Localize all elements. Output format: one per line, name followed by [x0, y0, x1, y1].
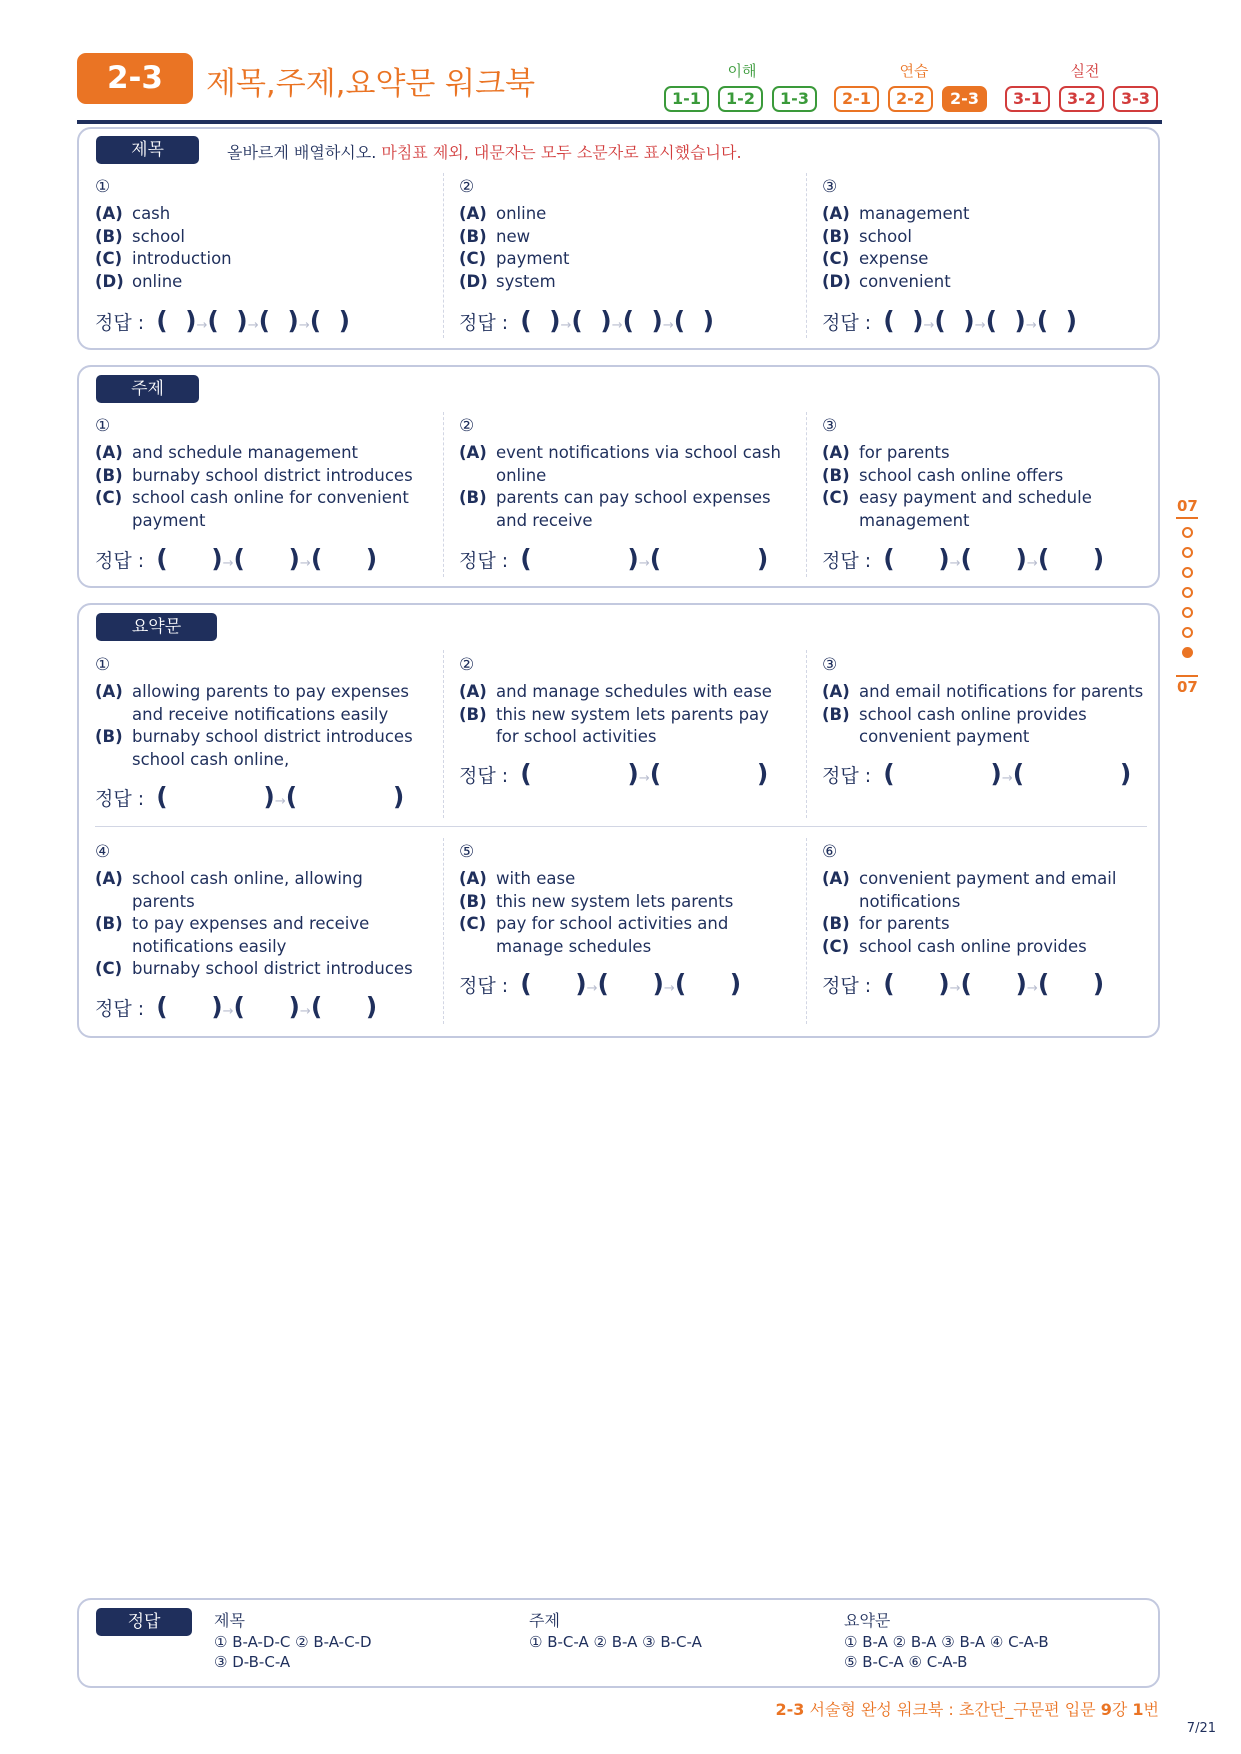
level-tab[interactable]: 3-2: [1059, 86, 1104, 112]
choice-text: school cash online provides: [859, 936, 1087, 956]
column-divider: [443, 173, 444, 338]
question-number: ③: [822, 416, 838, 436]
choice-text: management: [859, 204, 970, 223]
choice-key: (D): [822, 271, 851, 291]
progress-dots: [1182, 527, 1196, 667]
question-number: ④: [95, 842, 111, 862]
level-tab[interactable]: 2-2: [888, 86, 933, 112]
answer-key-heading: 제목: [214, 1611, 245, 1630]
answer-label: 정답 :: [459, 975, 509, 997]
choice-text: cash: [132, 204, 171, 223]
choice-key: (A): [95, 204, 123, 223]
answer-label: 정답 :: [822, 550, 872, 572]
question: [822, 842, 1152, 958]
question: [459, 177, 789, 293]
choice-key: (B): [822, 465, 850, 485]
side-chapter-top: 07: [1177, 497, 1198, 515]
column-divider: [806, 838, 807, 1024]
choice-key: (B): [95, 226, 123, 246]
header-rule: [77, 120, 1162, 124]
choice-text: pay for school activities and manage schedules: [496, 914, 729, 956]
choice-text: event notifications via school cash online: [496, 443, 781, 485]
column-divider: [806, 412, 807, 577]
choice-text: for parents: [859, 443, 950, 462]
choice-key: (C): [822, 936, 850, 956]
question: [95, 177, 425, 293]
side-line: [1176, 517, 1198, 519]
choice-text: school cash online, allowing parents: [132, 869, 363, 911]
answer-blanks[interactable]: 정답 : ( )→( )→( ): [822, 544, 1105, 573]
choice-key: (C): [95, 249, 123, 269]
progress-dot: [1182, 547, 1193, 558]
section-tag: 요약문: [96, 613, 217, 641]
answer-label: 정답 :: [95, 998, 145, 1020]
unit-badge: 2-3: [77, 53, 193, 104]
footer-text: 2-3 서술형 완성 워크북 : 초간단_구문편 입문 9강 1번: [775, 1700, 1159, 1719]
choice-key: (A): [95, 443, 123, 462]
choice-key: (B): [459, 226, 487, 246]
answer-blanks[interactable]: 정답 : ( )→( )→( ): [822, 969, 1105, 998]
level-tab[interactable]: 1-3: [772, 86, 817, 112]
question: [95, 655, 425, 771]
choice-text: convenient payment and email notifications: [859, 869, 1117, 911]
choice-text: to pay expenses and receive notifications easily: [132, 914, 370, 956]
answer-blanks[interactable]: 정답 : ( )→( )→( )→( ): [822, 306, 1078, 335]
choice-text: system: [496, 271, 556, 291]
choice-key: (B): [822, 704, 850, 724]
choice-key: (B): [95, 727, 123, 747]
choice-text: online: [132, 271, 183, 291]
choice-key: (A): [822, 204, 850, 223]
choice-key: (A): [95, 682, 123, 701]
choice-key: (C): [459, 914, 487, 934]
row-divider: [95, 826, 1147, 827]
choice-key: (A): [95, 869, 123, 888]
level-tab-active[interactable]: 2-3: [942, 86, 987, 112]
choice-key: (B): [822, 226, 850, 246]
answer-key-line: ① B-A-D-C ② B-A-C-D: [214, 1633, 372, 1651]
choice-text: easy payment and schedule management: [859, 488, 1092, 530]
question: [822, 177, 1152, 293]
choice-text: school cash online offers: [859, 465, 1064, 485]
question-number: ③: [822, 655, 838, 675]
progress-dot: [1182, 527, 1193, 538]
progress-dot: [1182, 627, 1193, 638]
progress-dot: [1182, 607, 1193, 618]
answer-label: 정답 :: [95, 550, 145, 572]
choice-text: this new system lets parents pay for school activities: [496, 704, 769, 747]
question-number: ②: [459, 655, 475, 675]
instruction-note: 마침표 제외, 대문자는 모두 소문자로 표시했습니다.: [381, 143, 742, 162]
choice-text: and schedule management: [132, 443, 359, 462]
level-tab[interactable]: 3-3: [1113, 86, 1158, 112]
choice-key: (B): [459, 891, 487, 911]
choice-key: (A): [459, 204, 487, 223]
choice-key: (A): [822, 869, 850, 888]
choice-text: for parents: [859, 914, 950, 934]
question: [95, 416, 425, 532]
choice-text: and email notifications for parents: [859, 682, 1144, 701]
choice-key: (B): [459, 704, 487, 724]
column-divider: [806, 650, 807, 818]
choice-key: (C): [95, 959, 123, 979]
answer-label: 정답 :: [459, 312, 509, 334]
question-number: ①: [95, 655, 111, 675]
choice-key: (A): [459, 869, 487, 888]
answer-key-line: ① B-C-A ② B-A ③ B-C-A: [529, 1633, 702, 1651]
answer-label: 정답 :: [95, 788, 145, 810]
level-tab[interactable]: 1-2: [718, 86, 763, 112]
question-number: ①: [95, 177, 111, 197]
answer-label: 정답 :: [459, 550, 509, 572]
choice-key: (D): [95, 271, 124, 291]
section-tag: 주제: [96, 375, 199, 403]
choice-text: convenient: [859, 271, 951, 291]
answer-key-tag: 정답: [96, 1608, 192, 1636]
answer-label: 정답 :: [459, 765, 509, 787]
column-divider: [806, 173, 807, 338]
choice-text: school: [859, 226, 912, 246]
choice-text: burnaby school district introduces: [132, 959, 413, 979]
level-tab[interactable]: 3-1: [1005, 86, 1050, 112]
answer-blanks[interactable]: 정답 : ( )→( )→( ): [459, 969, 742, 998]
answer-blanks[interactable]: 정답 : ( )→( ): [459, 759, 769, 788]
question-number: ②: [459, 416, 475, 436]
choice-text: school cash online for convenient payment: [132, 488, 409, 530]
page-title: 제목,주제,요약문 워크북: [206, 66, 536, 102]
choice-text: introduction: [132, 249, 232, 269]
answer-blanks[interactable]: 정답 : ( )→( )→( ): [95, 992, 378, 1021]
question: [459, 655, 789, 749]
choice-key: (C): [459, 249, 487, 269]
choice-text: parents can pay school expenses and receive: [496, 488, 771, 530]
question-number: ②: [459, 177, 475, 197]
question: [822, 655, 1152, 749]
side-line: [1176, 675, 1198, 677]
progress-dot: [1182, 567, 1193, 578]
column-divider: [443, 650, 444, 818]
instruction: [227, 140, 742, 163]
choice-text: payment: [496, 249, 570, 269]
choice-key: (D): [459, 271, 488, 291]
question-number: ③: [822, 177, 838, 197]
question: [95, 842, 425, 981]
level-group-label: 연습: [899, 62, 929, 80]
answer-blanks[interactable]: 정답 : ( )→( ): [95, 782, 405, 811]
answer-label: 정답 :: [95, 312, 145, 334]
progress-dot: [1182, 587, 1193, 598]
answer-blanks[interactable]: 정답 : ( )→( ): [822, 759, 1132, 788]
level-group-label: 실전: [1070, 62, 1100, 80]
choice-key: (A): [822, 682, 850, 701]
level-group-label: 이해: [727, 62, 757, 80]
question: [459, 842, 789, 958]
answer-key-line: ① B-A ② B-A ③ B-A ④ C-A-B: [844, 1633, 1049, 1651]
column-divider: [443, 838, 444, 1024]
answer-label: 정답 :: [822, 765, 872, 787]
column-divider: [443, 412, 444, 577]
question: [822, 416, 1152, 532]
answer-label: 정답 :: [822, 975, 872, 997]
answer-key-heading: 주제: [529, 1611, 560, 1630]
answer-key-line: ③ D-B-C-A: [214, 1653, 291, 1671]
choice-text: and manage schedules with ease: [496, 682, 772, 701]
answer-key-heading: 요약문: [844, 1611, 891, 1630]
answer-label: 정답 :: [822, 312, 872, 334]
choice-text: burnaby school district introduces school cash online,: [132, 727, 413, 769]
question: [459, 416, 789, 532]
answer-key-line: ⑤ B-C-A ⑥ C-A-B: [844, 1653, 968, 1671]
choice-text: this new system lets parents: [496, 891, 734, 911]
choice-key: (A): [822, 443, 850, 462]
choice-key: (B): [459, 488, 487, 508]
choice-key: (C): [822, 249, 850, 269]
choice-key: (B): [822, 914, 850, 934]
answer-blanks[interactable]: 정답 : ( )→( )→( ): [95, 544, 378, 573]
answer-blanks[interactable]: 정답 : ( )→( )→( )→( ): [95, 306, 351, 335]
question-number: ⑥: [822, 842, 838, 862]
choice-text: new: [496, 226, 531, 246]
page-number: 7/21: [1186, 1721, 1216, 1736]
level-tab[interactable]: 1-1: [664, 86, 709, 112]
choice-text: burnaby school district introduces: [132, 465, 413, 485]
instruction-text: 올바르게 배열하시오.: [227, 143, 377, 162]
choice-key: (A): [459, 443, 487, 462]
choice-text: online: [496, 204, 547, 223]
choice-key: (B): [95, 465, 123, 485]
section-tag: 제목: [96, 136, 199, 164]
choice-text: with ease: [496, 869, 576, 888]
choice-text: expense: [859, 249, 929, 269]
question-number: ⑤: [459, 842, 475, 862]
choice-text: school: [132, 226, 185, 246]
answer-blanks[interactable]: 정답 : ( )→( )→( )→( ): [459, 306, 715, 335]
choice-key: (C): [822, 488, 850, 508]
answer-blanks[interactable]: 정답 : ( )→( ): [459, 544, 769, 573]
question-number: ①: [95, 416, 111, 436]
choice-text: allowing parents to pay expenses and receive notifications easily: [132, 682, 410, 724]
progress-dot-current: [1182, 647, 1193, 658]
choice-key: (A): [459, 682, 487, 701]
choice-key: (C): [95, 488, 123, 508]
choice-key: (B): [95, 914, 123, 934]
level-tab[interactable]: 2-1: [834, 86, 879, 112]
choice-text: school cash online provides convenient payment: [859, 704, 1087, 747]
side-chapter-bottom: 07: [1177, 678, 1198, 696]
